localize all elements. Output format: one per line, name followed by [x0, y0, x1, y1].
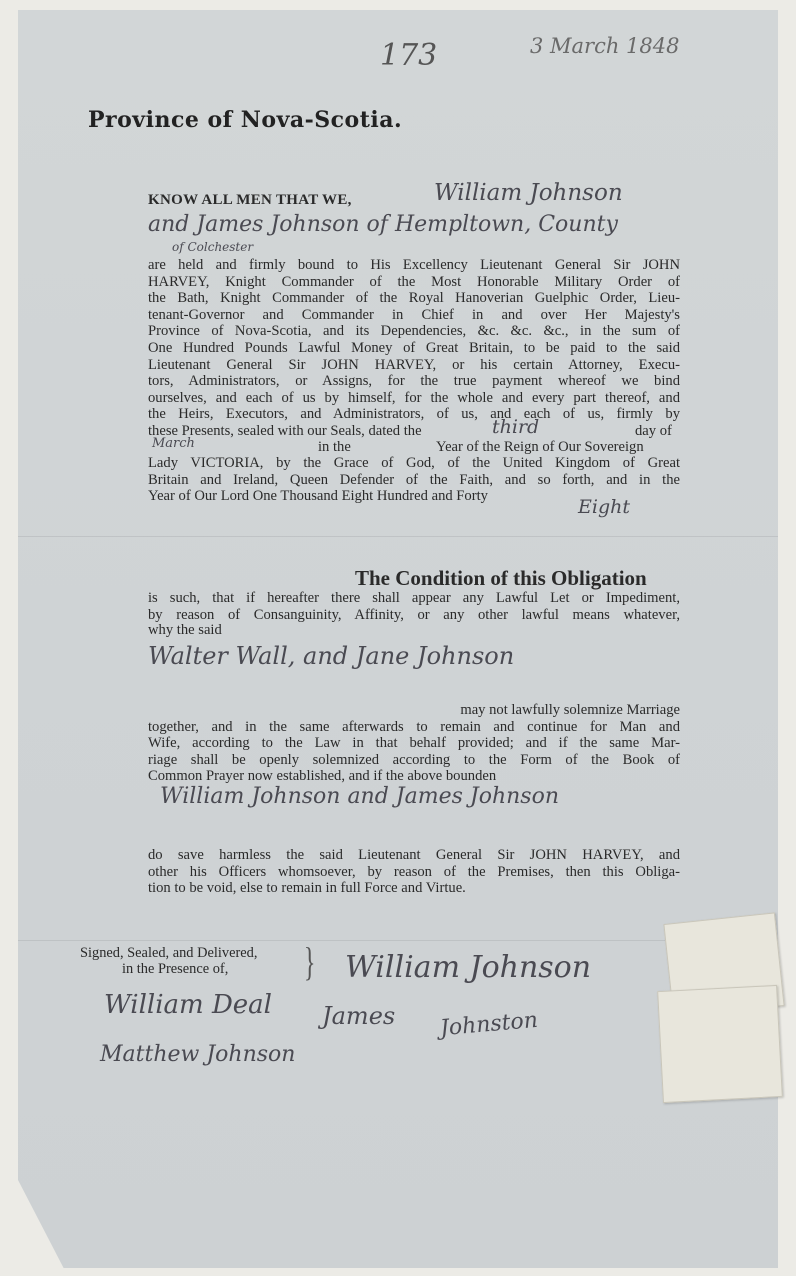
text-line: are held and firmly bound to His Excellency Lieutenant General Sir JOHN	[148, 257, 680, 273]
text-line: Common Prayer now established, and if the above bounden	[148, 768, 497, 785]
text-line: tors, Administrators, or Assigns, for the true payment whereof we bind	[148, 373, 680, 390]
bond-intro: KNOW ALL MEN THAT WE,	[148, 192, 352, 208]
text-line: may not lawfully solemnize Marriage	[460, 702, 680, 718]
fold-crease	[18, 536, 778, 537]
page-title: Province of Nova-Scotia.	[88, 107, 403, 133]
dated-line: these Presents, sealed with our Seals, dated the	[148, 423, 422, 439]
condition-text-continued	[148, 702, 680, 785]
signature-william-johnson: William Johnson	[345, 950, 592, 985]
text-line: riage shall be openly solemnized according to the Form of the Book of	[148, 751, 680, 768]
paper-tab	[657, 985, 783, 1103]
text-line: the Bath, Knight Commander of the Royal Hanoverian Guelphic Order, Lieu-	[148, 290, 680, 307]
text-line: is such, that if hereafter there shall appear any Lawful Let or Impediment,	[148, 590, 680, 606]
text-line: Lieutenant General Sir JOHN HARVEY, or his certain Attorney, Execu-	[148, 356, 680, 373]
presence-label: in the Presence of,	[122, 961, 229, 977]
bounden-names: William Johnson and James Johnson	[160, 784, 560, 809]
reign-suffix: Year of the Reign of Our Sovereign	[436, 439, 644, 455]
reign-label: in the	[318, 439, 351, 455]
text-line: tion to be void, else to remain in full Force and Virtue.	[148, 880, 466, 897]
text-line: Wife, according to the Law in that behalf provided; and if the same Mar-	[148, 735, 680, 752]
text-line: by reason of Consanguinity, Affinity, or any other lawful means whatever,	[148, 606, 680, 623]
brace-mark: }	[303, 939, 316, 984]
text-line: ourselves, and each of us by himself, for the whole and every part thereof, and	[148, 389, 680, 406]
month-value: March	[152, 436, 195, 451]
text-line: Lady VICTORIA, by the Grace of God, of the United Kingdom of Great	[148, 455, 680, 471]
why-line: why the said	[148, 622, 222, 638]
day-of-label: day of	[635, 423, 672, 439]
text-line: other his Officers whomsoever, by reason of the Premises, then this Obliga-	[148, 863, 680, 880]
text-line: One Hundred Pounds Lawful Money of Great Britain, to be paid to the said	[148, 339, 680, 356]
record-number: 173	[380, 38, 438, 73]
obligor-names-continued: and James Johnson of Hempltown, County	[148, 212, 618, 237]
record-date: 3 March 1848	[530, 34, 680, 58]
text-line: tenant-Governor and Commander in Chief in and over Her Majesty's	[148, 306, 680, 323]
witness-signature-2: Matthew Johnson	[100, 1042, 296, 1067]
bond-text-continued	[148, 455, 680, 488]
witness-signature-1: William Deal	[104, 990, 272, 1020]
condition-text	[148, 590, 680, 623]
obligor-name: William Johnson	[434, 180, 623, 206]
year-line: Year of Our Lord One Thousand Eight Hundred and Forty	[148, 488, 488, 504]
fold-crease	[18, 940, 778, 941]
text-line: Britain and Ireland, Queen Defender of the Faith, and so forth, and in the	[148, 471, 680, 488]
text-line: the Heirs, Executors, and Administrators, of us, and each of us, firmly by	[148, 406, 680, 423]
text-line: together, and in the same afterwards to remain and continue for Man and	[148, 718, 680, 735]
signature-james: James	[322, 1002, 396, 1030]
condition-heading: The Condition of this Obligation	[355, 566, 647, 590]
text-line: do save harmless the said Lieutenant General Sir JOHN HARVEY, and	[148, 847, 680, 863]
year-value: Eight	[578, 496, 630, 518]
text-line: Province of Nova-Scotia, and its Dependencies, &c. &c. &c., in the sum of	[148, 323, 680, 340]
day-value: third	[492, 416, 540, 438]
marriage-parties: Walter Wall, and Jane Johnson	[148, 642, 515, 670]
signature-johnston: Johnston	[439, 1007, 539, 1042]
obligor-county: of Colchester	[172, 240, 254, 254]
text-line: HARVEY, Knight Commander of the Most Honorable Military Order of	[148, 273, 680, 290]
condition-text-final	[148, 847, 680, 897]
signed-label: Signed, Sealed, and Delivered,	[80, 945, 258, 961]
bond-text	[148, 257, 680, 423]
